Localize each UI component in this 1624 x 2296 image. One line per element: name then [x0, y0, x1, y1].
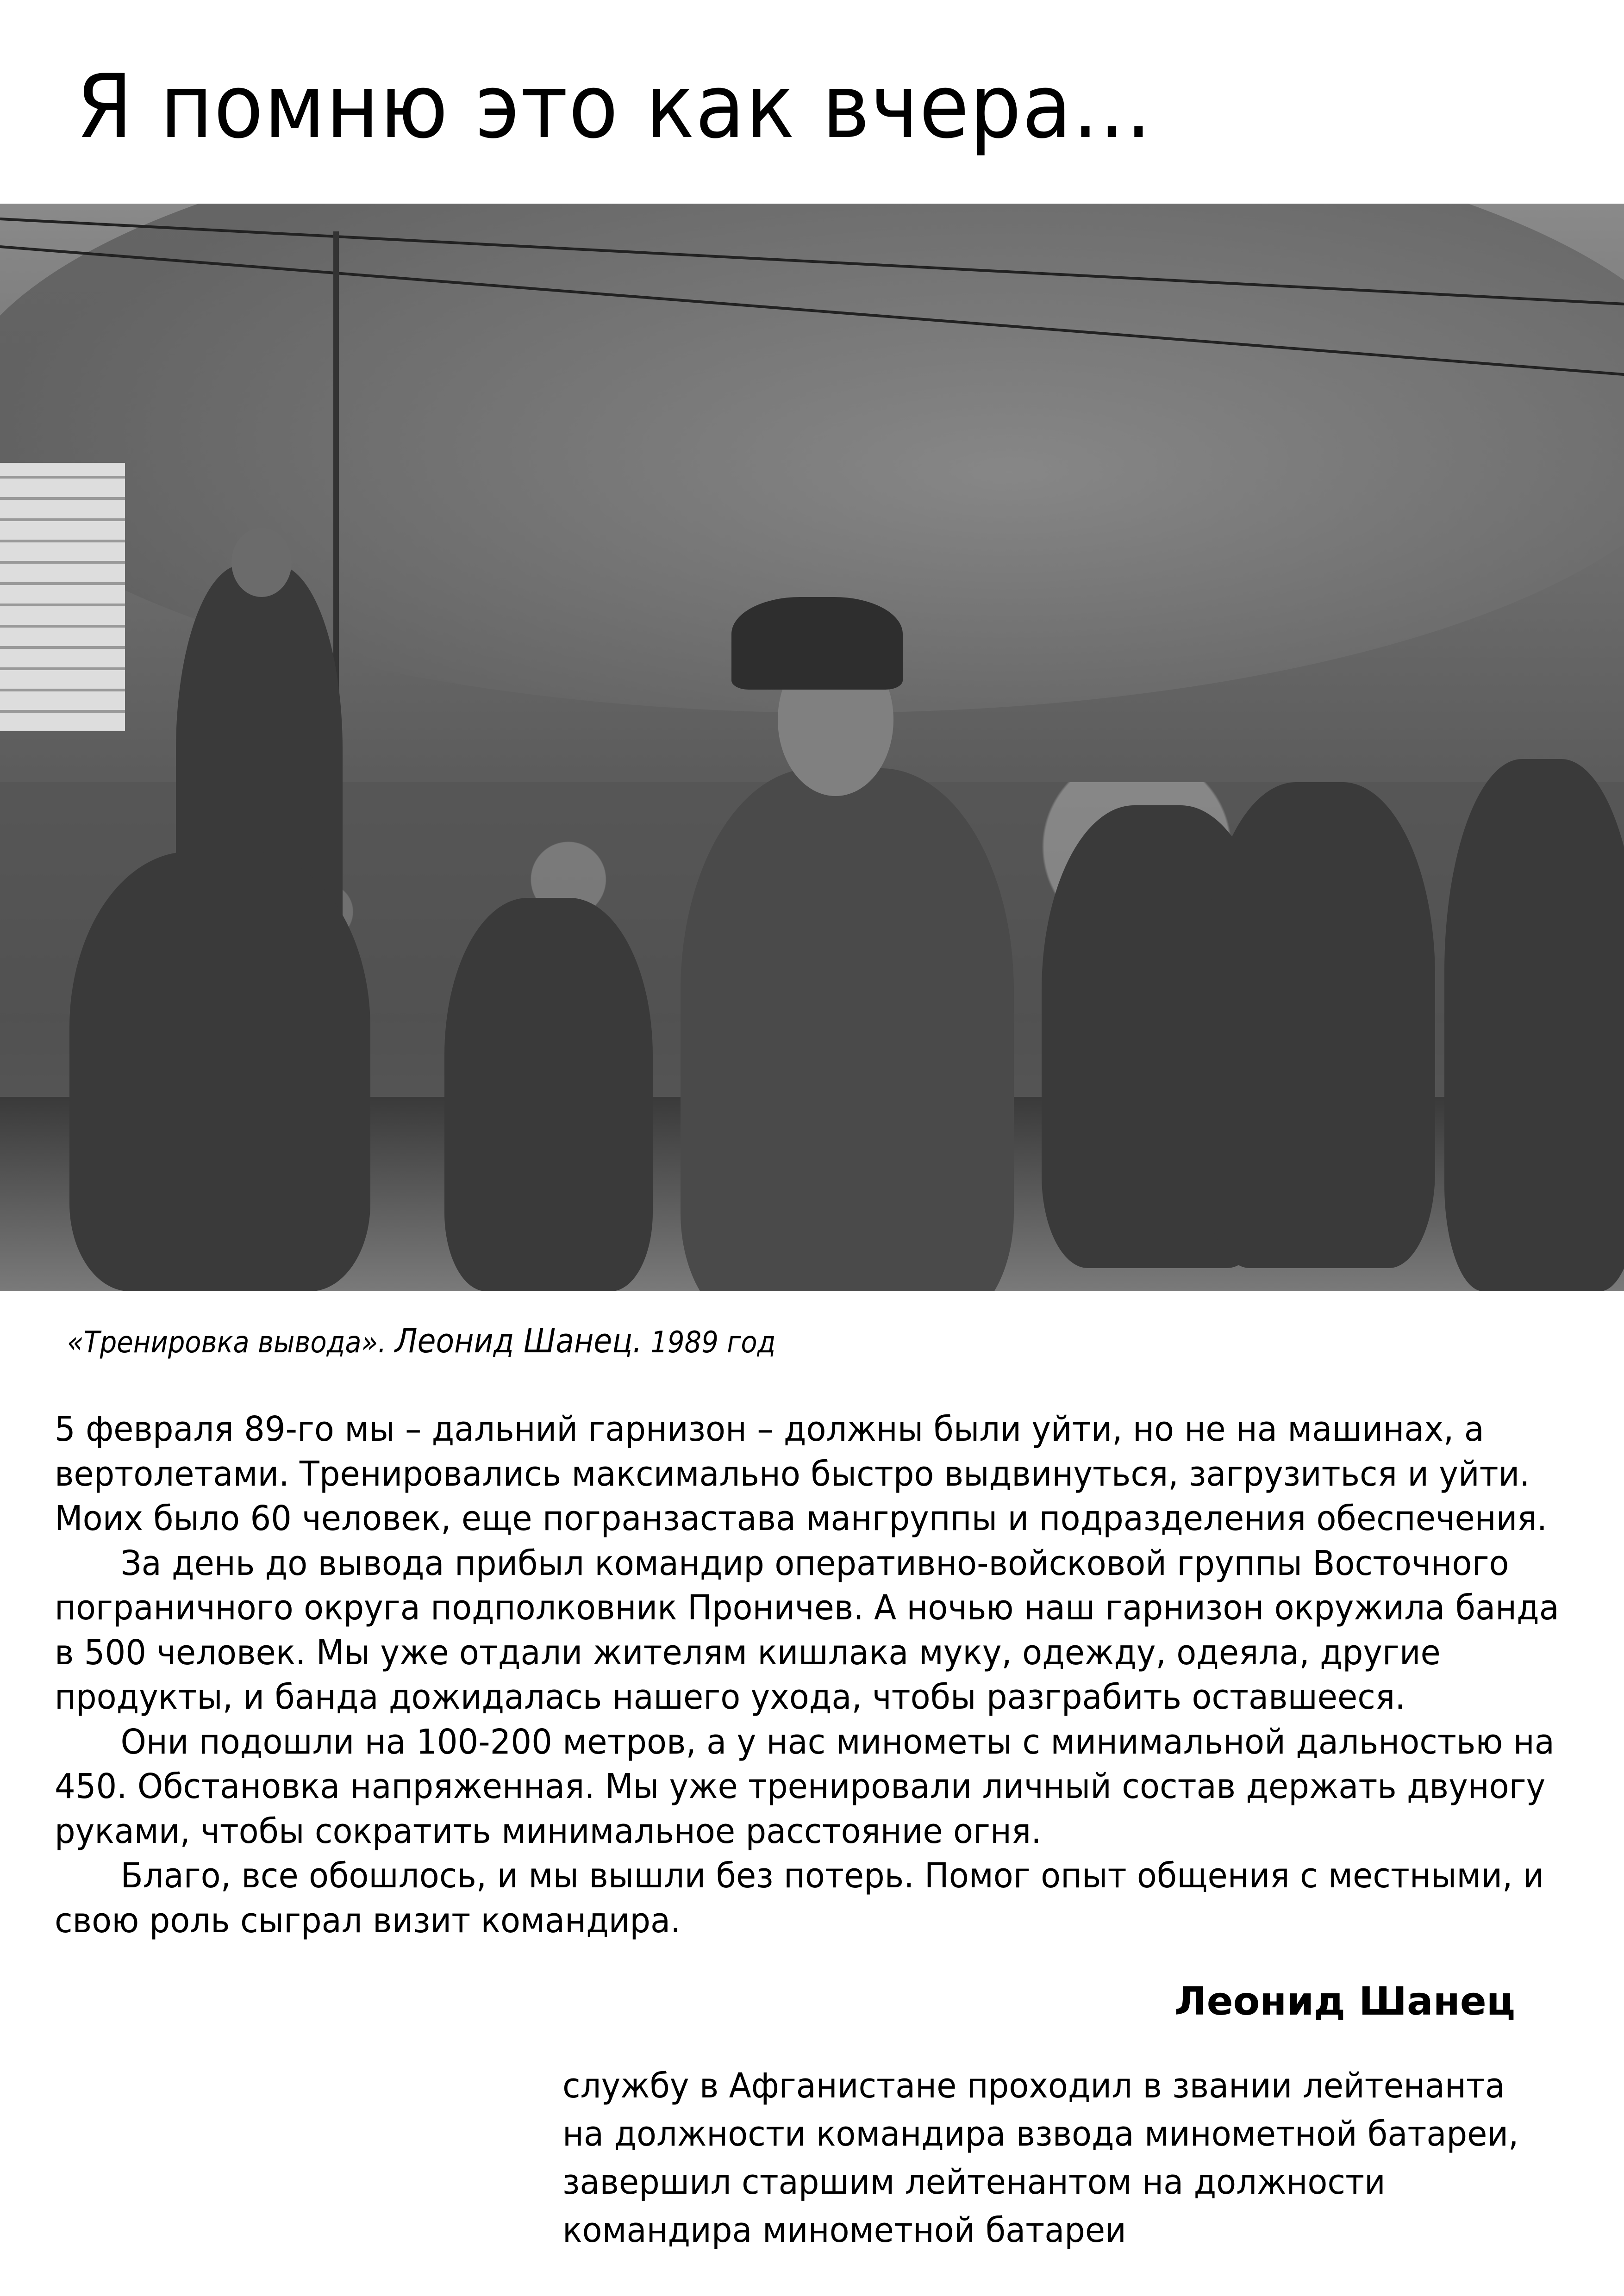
page-title: Я помню это как вчера...: [76, 56, 1152, 158]
body-line: руками, чтобы сократить минимальное расстояние огня.: [55, 1811, 1042, 1851]
photo-officer: [681, 768, 1014, 1291]
photo-soldier: [1204, 782, 1435, 1268]
body-line: 450. Обстановка напряженная. Мы уже тренировали личный состав держать двуногу: [55, 1767, 1546, 1806]
body-line: Они подошли на 100-200 метров, а у нас минометы с минимальной дальностью на: [120, 1722, 1555, 1762]
caption-author: Леонид Шанец.: [394, 1321, 642, 1360]
article-body: [55, 1407, 1624, 1943]
body-line: свою роль сыграл визит командира.: [55, 1900, 681, 1941]
body-line: пограничного округа подполковник Проничев. А ночью наш гарнизон окружила банда: [55, 1588, 1559, 1628]
photo-soldier: [444, 898, 653, 1291]
body-line: Благо, все обошлось, и мы вышли без потерь. Помог опыт общения с местными, и: [120, 1856, 1544, 1896]
body-line: продукты, и банда дожидалась нашего ухода, чтобы разграбить оставшееся.: [55, 1677, 1405, 1717]
archive-photo: [0, 204, 1624, 1291]
photo-caption: [67, 1321, 775, 1360]
author-signature: Леонид Шанец: [1174, 1979, 1515, 2024]
bio-line: командира минометной батареи: [562, 2210, 1126, 2250]
photo-soldier-head: [231, 528, 292, 597]
bio-line: завершил старшим лейтенантом на должности: [562, 2162, 1386, 2202]
body-line: За день до вывода прибыл командир оперативно-войсковой группы Восточного: [120, 1543, 1509, 1583]
photo-officer-hat: [731, 597, 903, 690]
body-line: Моих было 60 человек, еще погранзастава мангруппы и подразделения обеспечения.: [55, 1499, 1548, 1538]
bio-line: службу в Афганистане проходил в звании лейтенанта: [562, 2066, 1505, 2106]
photo-soldier: [69, 852, 370, 1291]
photo-brick-wall: [0, 463, 125, 731]
caption-title: «Тренировка вывода».: [67, 1325, 387, 1360]
body-line: 5 февраля 89-го мы – дальний гарнизон – должны были уйти, но не на машинах, а: [55, 1409, 1484, 1449]
caption-year: 1989 год: [650, 1325, 776, 1360]
photo-pole: [333, 231, 339, 694]
author-bio: [562, 2062, 1569, 2254]
body-line: в 500 человек. Мы уже отдали жителям кишлака муку, одежду, одеяла, другие: [55, 1632, 1441, 1673]
bio-line: на должности командира взвода минометной батареи,: [562, 2114, 1519, 2154]
photo-soldier: [1444, 759, 1624, 1291]
body-line: вертолетами. Тренировались максимально быстро выдвинуться, загрузиться и уйти.: [55, 1454, 1530, 1494]
